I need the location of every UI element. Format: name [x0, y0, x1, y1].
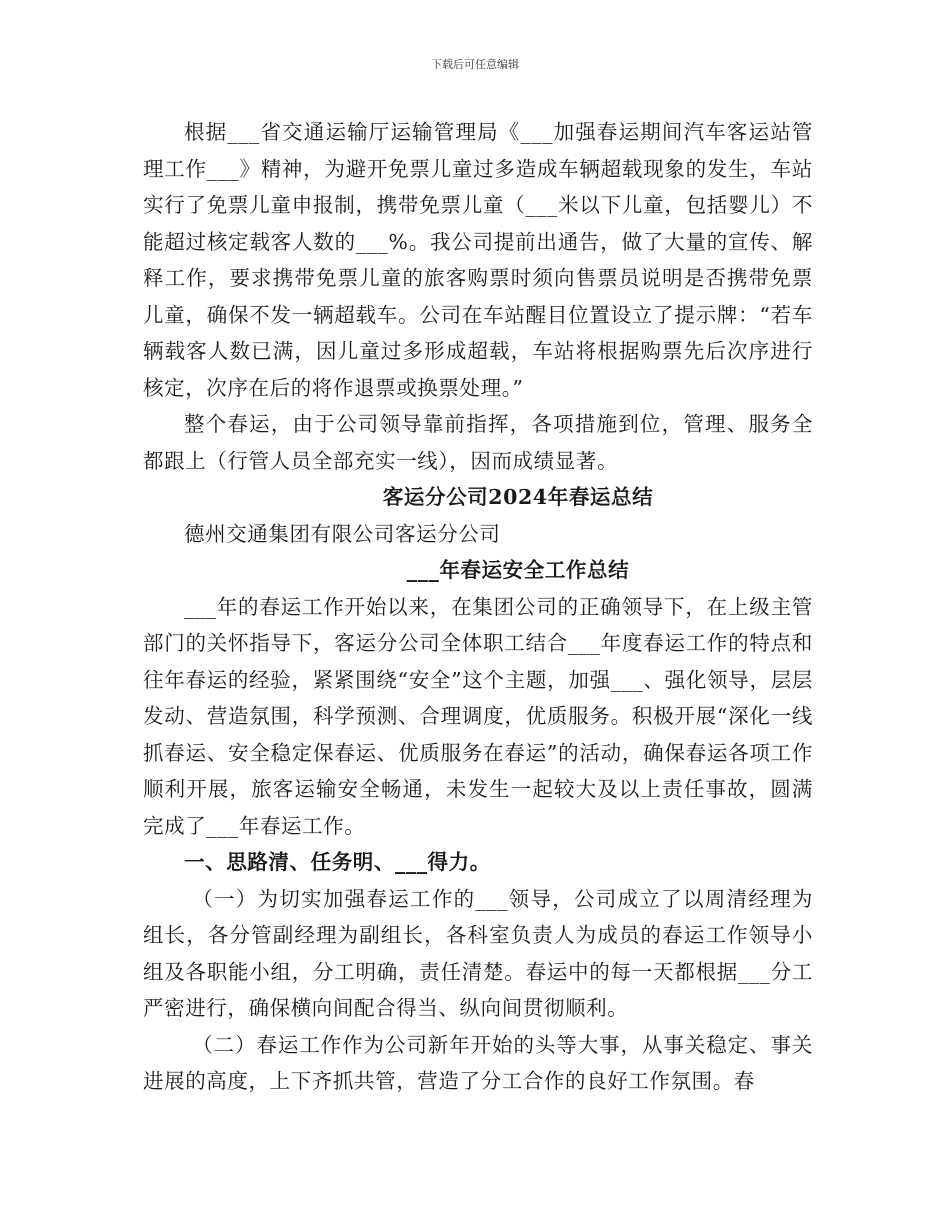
organization-name: 德州交通集团有限公司客运分公司 [184, 521, 501, 546]
paragraph-intro: ___年的春运工作开始以来，在集团公司的正确领导下，在上级主管部门的关怀指导下，客运分公司全体职工结合___年度春运工作的特点和往年春运的经验，紧紧围绕“安全”这个主题，加强___、强化领导，层层发动、营造氛围，科学预测、合理调度，优质服务。积极开展“深化一线抓春运、安全稳定保春运、优质服务在春运”的活动，确保春运各项工作顺利开展，旅客运输安全畅通，未发生一起较大及以上责任事故，圆满完成了___年春运工作。 [143, 594, 813, 838]
heading-one: 一、思路清、任务明、___得力。 [184, 850, 491, 874]
subsection-two: （二）春运工作作为公司新年开始的头等大事，从事关稳定、事关进展的高度，上下齐抓共管，营造了分工合作的良好工作氛围。春 [143, 1032, 813, 1093]
document-body [143, 114, 813, 1100]
section-title: ___年春运安全工作总结 [406, 558, 630, 582]
paragraph-summary: 整个春运，由于公司领导靠前指挥，各项措施到位，管理、服务全都跟上（行管人员全部充实一线），因而成绩显著。 [143, 412, 813, 473]
page-header: 下载后可任意编辑 [431, 58, 519, 71]
subsection-one: （一）为切实加强春运工作的___领导，公司成立了以周清经理为组长，各分管副经理为副组长，各科室负责人为成员的春运工作领导小组及各职能小组，分工明确，责任清楚。春运中的每一天都根据___分工严密进行，确保横向间配合得当、纵向间贯彻顺利。 [143, 886, 813, 1020]
document-title: 客运分公司2024年春运总结 [382, 485, 654, 509]
paragraph-notice: 根据___省交通运输厅运输管理局《___加强春运期间汽车客运站管理工作___》精神，为避开免票儿童过多造成车辆超载现象的发生，车站实行了免票儿童申报制，携带免票儿童（___米以下儿童，包括婴儿）不能超过核定载客人数的___%。我公司提前出通告，做了大量的宣传、解释工作，要求携带免票儿童的旅客购票时须向售票员说明是否携带免票儿童，确保不发一辆超载车。公司在车站醒目位置设立了提示牌：“若车辆载客人数已满，因儿童过多形成超载，车站将根据购票先后次序进行核定，次序在后的将作退票或换票处理。” [143, 120, 813, 400]
